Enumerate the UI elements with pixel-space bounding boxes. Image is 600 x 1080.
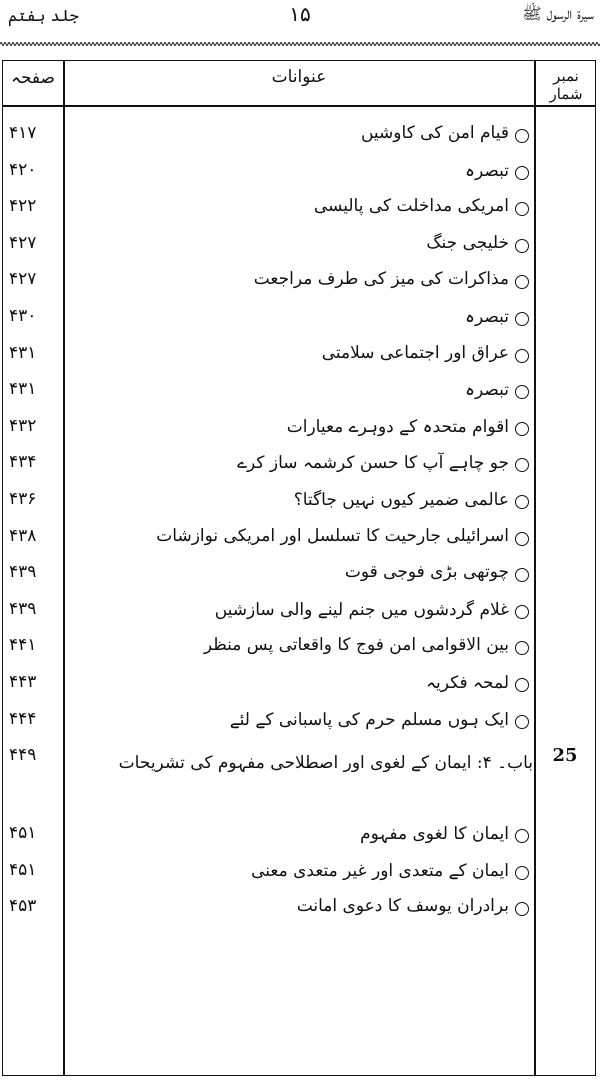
circle-bullet-icon [515,275,529,289]
page-ref: ۴۳۰ [9,306,37,326]
table-row [3,302,597,336]
page-ref: ۴۳۶ [9,489,37,509]
table-row [3,485,597,519]
page-ref: ۴۳۲ [9,415,37,436]
page-ref: ۴۲۲ [9,196,37,217]
page-ref: ۴۵۱ [9,859,37,880]
contents-table [2,60,596,1076]
page-ref: ۴۲۷ [9,269,37,290]
page-ref: ۴۳۹ [9,598,37,619]
circle-bullet-icon [515,568,529,582]
page-ref: ۴۳۹ [9,562,37,583]
chapter-row [3,741,597,817]
table-row [3,229,597,263]
page-ref: ۴۲۷ [9,232,37,253]
column-header-serial: نمبر شمار [549,67,583,103]
entry-title: اقوام متحدہ کے دوہرے معیارات [286,416,509,437]
entry-title: تبصرہ [465,160,509,181]
circle-bullet-icon [515,129,529,143]
circle-bullet-icon [515,678,529,692]
page-ref: ۴۴۹ [9,745,37,766]
page-ref: ۴۴۳ [9,672,37,692]
page-ref: ۴۳۱ [9,379,37,400]
page-header [0,0,600,40]
circle-bullet-icon [515,458,529,472]
volume-label: جلد ہفتم [8,6,79,25]
table-row [3,892,597,926]
circle-bullet-icon [515,829,529,843]
entry-title: عالمی ضمیر کیوں نہیں جاگتا؟ [293,490,509,510]
entry-title: ایک ہوں مسلم حرم کی پاسبانی کے لئے [229,709,509,730]
table-row [3,265,597,299]
table-row [3,119,597,153]
entry-title: قیام امن کی کاوشیں [360,123,509,143]
circle-bullet-icon [515,422,529,436]
page-ref: ۴۴۴ [9,708,37,729]
table-row [3,558,597,592]
page-ref: ۴۲۰ [9,159,37,180]
table-row [3,705,597,739]
entry-title: اسرائیلی جارحیت کا تسلسل اور امریکی نوازشات [156,525,509,546]
entry-title: عراق اور اجتماعی سلامتی [321,342,509,363]
circle-bullet-icon [515,715,529,729]
table-row [3,375,597,409]
entry-title: بین الاقوامی امن فوج کا واقعاتی پس منظر [203,635,509,656]
serial-number: 25 [552,745,578,767]
column-header-titles: عنوانات [271,67,327,87]
entry-title: مذاکرات کی میز کی طرف مراجعت [253,269,509,290]
table-row [3,631,597,665]
page-ref: ۴۵۱ [9,823,37,844]
circle-bullet-icon [515,495,529,509]
table-row [3,668,597,702]
entry-title: تبصرہ [465,307,509,327]
page-ref: ۴۱۷ [9,123,37,143]
entry-title: برادران یوسف کا دعوی امانت [296,896,509,917]
circle-bullet-icon [515,605,529,619]
header-rule [3,105,595,107]
table-row [3,856,597,890]
column-header-page: صفحہ [11,68,55,88]
circle-bullet-icon [515,532,529,546]
table-row [3,339,597,373]
table-row [3,192,597,226]
entry-title: ایمان کا لغوی مفہوم [360,824,509,845]
page-ref: ۴۴۱ [9,635,37,656]
table-row [3,448,597,482]
circle-bullet-icon [515,902,529,916]
table-row [3,819,597,853]
entry-title: لمحہ فکریہ [426,673,509,693]
circle-bullet-icon [515,641,529,655]
circle-bullet-icon [515,202,529,216]
circle-bullet-icon [515,166,529,180]
page-ref: ۴۳۸ [9,525,37,546]
header-wavy-rule [0,40,600,48]
chapter-title: باب۔ ۴: ایمان کے لغوی اور اصطلاحی مفہوم کی تشریحات [118,753,533,774]
entry-title: امریکی مداخلت کی پالیسی [313,196,509,217]
page-ref: ۴۳۱ [9,342,37,363]
entry-title: ایمان کے متعدی اور غیر متعدی معنی [251,860,509,881]
entry-title: چوتھی بڑی فوجی قوت [344,562,509,583]
entry-title: غلام گردشوں میں جنم لینے والی سازشیں [214,599,509,620]
entry-title: تبصرہ [465,380,509,401]
table-row [3,412,597,446]
circle-bullet-icon [515,312,529,326]
table-row [3,595,597,629]
entry-title: خلیجی جنگ [426,232,509,253]
circle-bullet-icon [515,349,529,363]
page-ref: ۴۳۴ [9,452,37,473]
circle-bullet-icon [515,239,529,253]
entry-title: جو چاہے آپ کا حسن کرشمہ ساز کرے [237,453,509,474]
circle-bullet-icon [515,866,529,880]
table-row [3,156,597,190]
page-number: ۱۵ [289,2,311,26]
page-ref: ۴۵۳ [9,896,37,917]
table-row [3,522,597,556]
book-title: سیرۃ الرسول ﷺ [522,4,594,23]
circle-bullet-icon [515,385,529,399]
